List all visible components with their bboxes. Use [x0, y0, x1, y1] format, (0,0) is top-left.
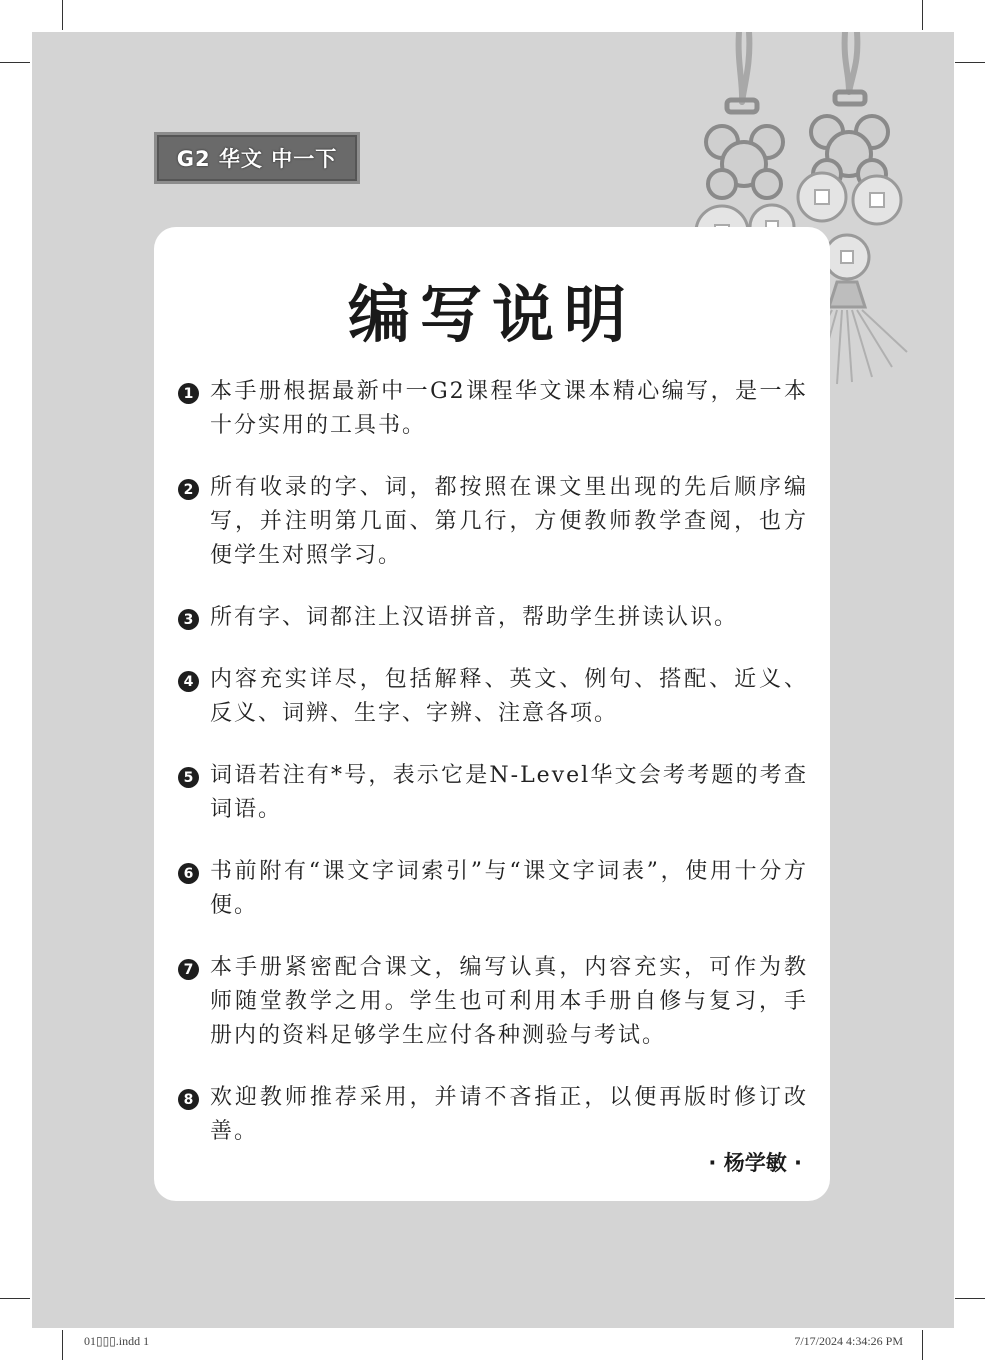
item-number: 1	[178, 383, 199, 404]
footer-timestamp: 7/17/2024 4:34:26 PM	[794, 1334, 903, 1348]
crop-mark	[922, 0, 923, 30]
item-text: 欢迎教师推荐采用，并请不吝指正，以便再版时修订改善。	[210, 1085, 808, 1144]
list-item	[178, 471, 808, 573]
item-number: 2	[178, 479, 199, 500]
item-number: 4	[178, 671, 199, 692]
item-text: 词语若注有*号，表示它是N-Level华文会考考题的考查词语。	[210, 763, 808, 822]
item-text: 本手册紧密配合课文，编写认真，内容充实，可作为教师随堂教学之用。学生也可利用本手册自修与复习，手册内的资料足够学生应付各种测验与考试。	[210, 955, 808, 1048]
item-number: 7	[178, 959, 199, 980]
crop-mark	[0, 62, 30, 63]
item-text: 所有字、词都注上汉语拼音，帮助学生拼读认识。	[210, 605, 739, 630]
list-item	[178, 951, 808, 1053]
crop-mark	[955, 62, 985, 63]
course-badge-label: G2 华文 中一下	[176, 147, 338, 171]
item-number: 5	[178, 767, 199, 788]
list-item	[178, 375, 808, 443]
list-item	[178, 663, 808, 731]
item-text: 书前附有“课文字词索引”与“课文字词表”，使用十分方便。	[210, 859, 808, 918]
item-number: 3	[178, 609, 199, 630]
page-title: 编写说明	[347, 278, 636, 351]
item-number: 6	[178, 863, 199, 884]
content-card	[154, 227, 830, 1201]
item-text: 内容充实详尽，包括解释、英文、例句、搭配、近义、反义、词辨、生字、字辨、注意各项。	[210, 667, 808, 726]
list-item	[178, 1081, 808, 1149]
list-item	[178, 601, 808, 635]
item-number: 8	[178, 1089, 199, 1110]
crop-mark	[62, 0, 63, 30]
crop-mark	[0, 1298, 30, 1299]
instruction-list	[178, 375, 808, 1177]
crop-mark	[62, 1330, 63, 1360]
crop-mark	[955, 1298, 985, 1299]
crop-mark	[922, 1330, 923, 1360]
footer-filename: 01▯▯▯.indd 1	[84, 1334, 150, 1348]
author-signature: · 杨学敏 ·	[708, 1151, 802, 1175]
list-item	[178, 759, 808, 827]
page	[32, 32, 954, 1328]
item-text: 本手册根据最新中一G2课程华文课本精心编写，是一本十分实用的工具书。	[210, 379, 808, 438]
course-badge	[154, 132, 360, 184]
list-item	[178, 855, 808, 923]
item-text: 所有收录的字、词，都按照在课文里出现的先后顺序编写，并注明第几面、第几行，方便教师教学查阅，也方便学生对照学习。	[210, 475, 808, 568]
